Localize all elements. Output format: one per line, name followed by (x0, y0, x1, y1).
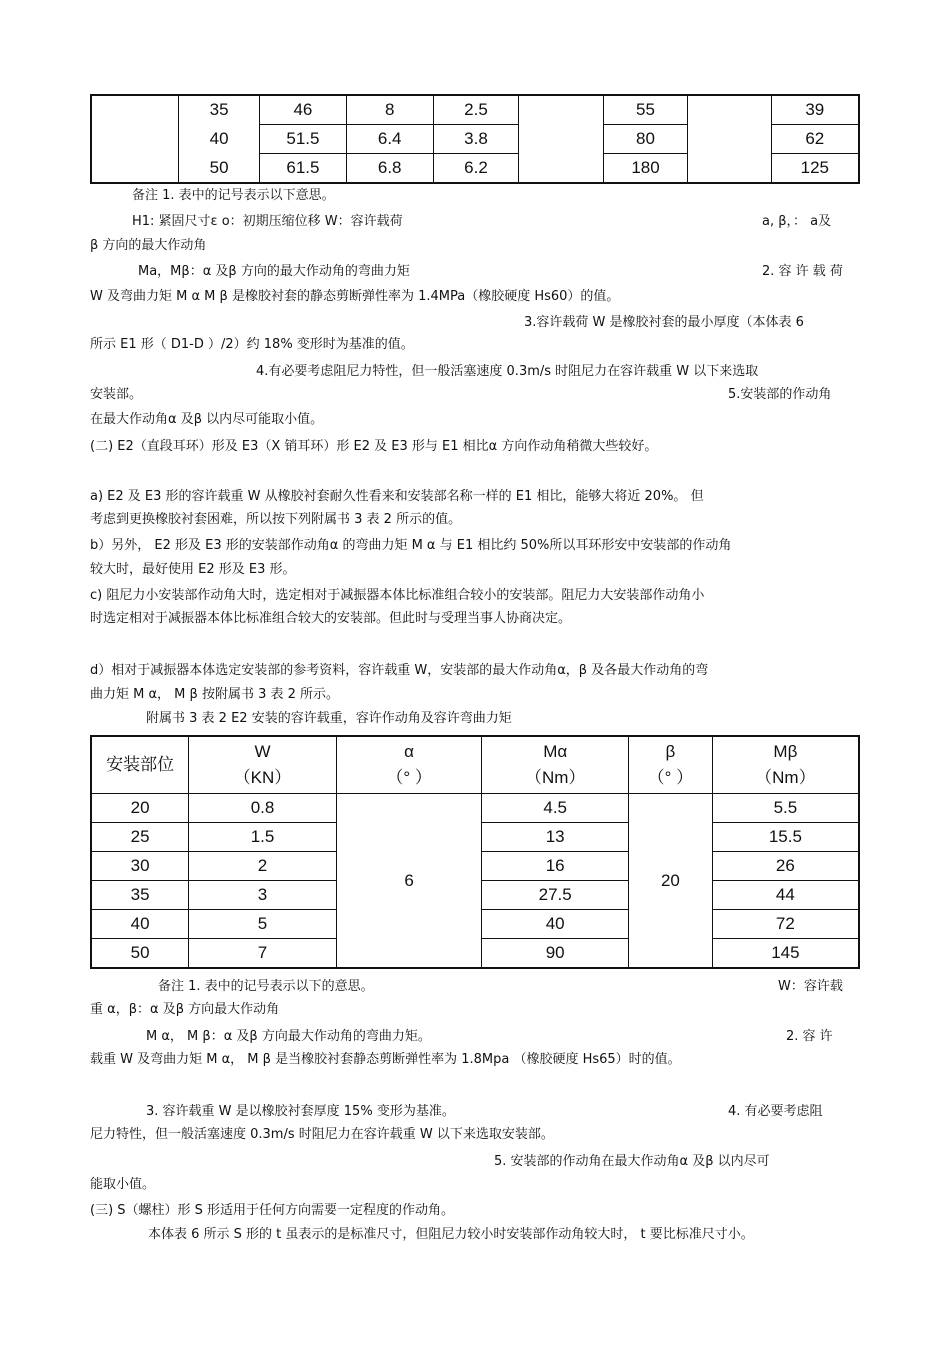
note-line: 尼力特性，但一般活塞速度 0.3m/s 时阻尼力在容许载重 W 以下来选取安装部。 (90, 1127, 554, 1142)
h1-cell: 51.5 (260, 125, 347, 154)
note-line: 2. 容 许 载 荷 (762, 264, 843, 279)
note-line: 4. 有必要考虑阻 (728, 1104, 823, 1119)
paragraph-line: 时选定相对于减振器本体比标准组合较大的安装部。但此时与受理当事人协商决定。 (90, 611, 572, 626)
h1-cell: 46 (260, 95, 347, 125)
paragraph-line: b）另外， E2 形及 E3 形的安装部作动角α 的弯曲力矩 M α 与 E1 相比约 50%所以耳环形安中安装部的作动角 (90, 538, 732, 553)
paragraph-line: 本体表 6 所示 S 形的 t 虽表示的是标准尺寸，但阻尼力较小时安装部作动角较大时， t 要比标准尺寸小。 (148, 1227, 754, 1242)
note-line: 5.安装部的作动角 (728, 387, 832, 402)
note-line: 备注 1. 表中的记号表示以下意思。 (132, 188, 335, 203)
pos-cell: 20 (91, 794, 189, 823)
beta-cell: 20 (629, 794, 713, 969)
table-row (91, 95, 859, 125)
o-cell: 3.8 (433, 125, 519, 154)
header-cell: Mα （Nm） (482, 736, 629, 794)
header-cell: 安装部位 (91, 736, 189, 794)
header-cell: β （° ） (629, 736, 713, 794)
ma-cell: 27.5 (482, 881, 629, 910)
paragraph-line: d）相对于减振器本体选定安装部的参考资料，容许载重 W，安装部的最大作动角α，β 及各最大作动角的弯 (90, 663, 709, 678)
blank-cell (687, 95, 771, 183)
o-cell: 6.2 (433, 154, 519, 184)
pos-cell: 35 (91, 881, 189, 910)
note-line: 载重 W 及弯曲力矩 M α， M β 是当橡胶衬套静态剪断弹性率为 1.8Mpa （橡胶硬度 Hs65）时的值。 (90, 1052, 681, 1067)
paragraph-line: a) E2 及 E3 形的容许载重 W 从橡胶衬套耐久性看来和安装部名称一样的 E1 相比，能够大将近 20%。 但 (90, 489, 704, 504)
note-line: β 方向的最大作动角 (90, 238, 207, 253)
note-line: 3. 容许载重 W 是以橡胶衬套厚度 15% 变形为基准。 (146, 1104, 455, 1119)
blank-cell (91, 95, 179, 183)
note-line: Ma，Mβ：α 及β 方向的最大作动角的弯曲力矩 (138, 264, 410, 279)
note-line: 重 α，β：α 及β 方向最大作动角 (90, 1002, 280, 1017)
section-heading: (二) E2（直段耳环）形及 E3（X 销耳环）形 E2 及 E3 形与 E1 相比α 方向作动角稍微大些较好。 (90, 439, 658, 454)
alpha-cell: 6 (336, 794, 482, 969)
pos-cell: 40 (91, 910, 189, 939)
note-line: 安装部。 (90, 387, 143, 402)
note-line: 4.有必要考虑阻尼力特性，但一般活塞速度 0.3m/s 时阻尼力在容许载重 W 以下来选取 (256, 364, 759, 379)
header-cell: α （° ） (336, 736, 482, 794)
w-cell: 5 (189, 910, 337, 939)
w-cell: 0.8 (189, 794, 337, 823)
blank-cell (519, 95, 604, 183)
e-cell: 6.4 (346, 125, 433, 154)
note-line: W：容许载 (778, 979, 843, 994)
ma-cell: 40 (482, 910, 629, 939)
o-cell: 2.5 (433, 95, 519, 125)
mb-cell: 72 (712, 910, 859, 939)
note-line: 能取小值。 (90, 1177, 156, 1192)
table-header-row (91, 736, 859, 794)
mb-cell: 26 (712, 852, 859, 881)
mb-cell: 44 (712, 881, 859, 910)
size-cell: 40 (179, 125, 260, 154)
note-line: 5. 安装部的作动角在最大作动角α 及β 以内尽可 (494, 1154, 770, 1169)
section-heading: (三) S（螺柱）形 S 形适用于任何方向需要一定程度的作动角。 (90, 1203, 455, 1218)
ma-cell: 90 (482, 939, 629, 969)
table-caption: 附属书 3 表 2 E2 安装的容许载重，容许作动角及容许弯曲力矩 (146, 711, 512, 726)
size-cell: 50 (179, 154, 260, 184)
header-cell: W （KN） (189, 736, 337, 794)
pos-cell: 25 (91, 823, 189, 852)
note-line: 所示 E1 形（ D1-D ）/2）约 18% 变形时为基准的值。 (90, 337, 414, 352)
paragraph-line: 曲力矩 M α， M β 按附属书 3 表 2 所示。 (90, 687, 340, 702)
mb-cell: 15.5 (712, 823, 859, 852)
h1-cell: 61.5 (260, 154, 347, 184)
w-cell: 2 (189, 852, 337, 881)
m-cell: 62 (771, 125, 859, 154)
w-cell: 55 (604, 95, 688, 125)
note-line: W 及弯曲力矩 M α M β 是橡胶衬套的静态剪断弹性率为 1.4MPa（橡胶硬度 Hs60）的值。 (90, 289, 620, 304)
m-cell: 39 (771, 95, 859, 125)
note-line: 在最大作动角α 及β 以内尽可能取小值。 (90, 412, 324, 427)
w-cell: 80 (604, 125, 688, 154)
mb-cell: 5.5 (712, 794, 859, 823)
m-cell: 125 (771, 154, 859, 184)
note-line: 3.容许载荷 W 是橡胶衬套的最小厚度（本体表 6 (524, 315, 804, 330)
ma-cell: 13 (482, 823, 629, 852)
w-cell: 180 (604, 154, 688, 184)
note-line: 2. 容 许 (786, 1029, 833, 1044)
ma-cell: 16 (482, 852, 629, 881)
e-cell: 6.8 (346, 154, 433, 184)
bottom-table (90, 735, 860, 969)
note-line: 备注 1. 表中的记号表示以下的意思。 (158, 979, 374, 994)
table-row (91, 794, 859, 823)
w-cell: 3 (189, 881, 337, 910)
w-cell: 7 (189, 939, 337, 969)
note-line: a, β，： a及 (762, 214, 832, 229)
ma-cell: 4.5 (482, 794, 629, 823)
note-line: M α， M β：α 及β 方向最大作动角的弯曲力矩。 (146, 1029, 431, 1044)
header-cell: Mβ （Nm） (712, 736, 859, 794)
pos-cell: 50 (91, 939, 189, 969)
mb-cell: 145 (712, 939, 859, 969)
note-line: H1: 紧固尺寸ε o：初期压缩位移 W：容许载荷 (132, 214, 403, 229)
pos-cell: 30 (91, 852, 189, 881)
paragraph-line: 考虑到更换橡胶衬套困难，所以按下列附属书 3 表 2 所示的值。 (90, 512, 462, 527)
size-cell: 35 (179, 95, 260, 125)
paragraph-line: 较大时，最好使用 E2 形及 E3 形。 (90, 562, 296, 577)
paragraph-line: c) 阻尼力小安装部作动角大时，选定相对于减振器本体比标准组合较小的安装部。阻尼力大安装部作动角小 (90, 588, 705, 603)
top-table (90, 94, 860, 184)
w-cell: 1.5 (189, 823, 337, 852)
e-cell: 8 (346, 95, 433, 125)
